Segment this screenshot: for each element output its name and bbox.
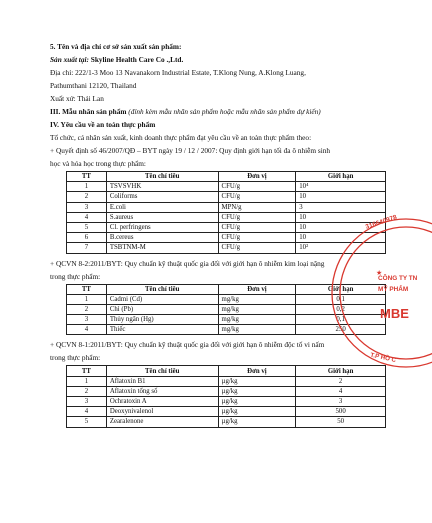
cell-limit: 0,2 — [296, 304, 386, 314]
cell-tt: 1 — [67, 294, 107, 304]
cell-limit: 10 — [296, 192, 386, 202]
table-row — [67, 325, 386, 335]
seal-star-icon: ★ — [376, 269, 383, 277]
seal-line2: MỸ PHẨM — [378, 286, 409, 293]
cell-tt: 3 — [67, 397, 107, 407]
cell-name: Ochratoxin A — [106, 397, 218, 407]
cell-name: Thiếc — [106, 325, 218, 335]
cell-limit: 3 — [296, 397, 386, 407]
cell-unit: CFU/g — [218, 192, 296, 202]
origin-line: Xuất xứ: Thái Lan — [50, 94, 104, 103]
cell-unit: MPN/g — [218, 202, 296, 212]
header-unit: Đơn vị — [218, 366, 296, 376]
table-row — [67, 182, 386, 192]
cell-unit: mg/kg — [218, 325, 296, 335]
table-row — [67, 417, 386, 427]
cell-limit: 3 — [296, 202, 386, 212]
header-name: Tên chỉ tiêu — [106, 172, 218, 182]
seal-brand: MBE — [380, 306, 409, 321]
req2-line1: + QCVN 8-2:2011/BYT: Quy chuẩn kỹ thuật quốc gia đối với giới hạn ô nhiễm kim loại nặng — [50, 258, 325, 268]
table-header-row — [67, 284, 386, 294]
cell-unit: mg/kg — [218, 315, 296, 325]
table-row — [67, 294, 386, 304]
section4-intro: Tổ chức, cá nhân sản xuất, kinh doanh thực phẩm đạt yêu cầu về an toàn thực phẩm theo: — [50, 133, 312, 142]
cell-tt: 4 — [67, 325, 107, 335]
header-tt: TT — [67, 172, 107, 182]
cell-tt: 2 — [67, 386, 107, 396]
header-limit: Giới hạn — [296, 366, 386, 376]
company-seal-stamp — [364, 205, 432, 380]
mycotoxin-limits-table — [66, 365, 386, 427]
header-unit: Đơn vị — [218, 284, 296, 294]
cell-limit: 10 — [296, 212, 386, 222]
producer-line — [50, 53, 387, 66]
cell-unit: CFU/g — [218, 212, 296, 222]
cell-unit: µg/kg — [218, 417, 296, 427]
cell-limit: 0,1 — [296, 315, 386, 325]
producer-name: Skyline Health Care Co .,Ltd. — [90, 55, 184, 64]
cell-tt: 3 — [67, 202, 107, 212]
req2-line2: trong thực phẩm: — [50, 271, 101, 281]
section3-title: III. Mẫu nhãn sản phẩm — [50, 107, 127, 116]
req1-line1: + Quyết định số 46/2007/QĐ – BYT ngày 19 / 12 / 2007: Quy định giới hạn tối đa ô nhiễm sinh — [50, 146, 331, 155]
cell-unit: mg/kg — [218, 304, 296, 314]
section4-title: IV. Yêu cầu về an toàn thực phẩm — [50, 120, 156, 129]
cell-limit: 10⁴ — [296, 182, 386, 192]
cell-unit: µg/kg — [218, 407, 296, 417]
cell-unit: CFU/g — [218, 243, 296, 253]
address-line-2: Pathumthani 12120, Thailand — [50, 81, 137, 90]
table-row — [67, 192, 386, 202]
header-name: Tên chỉ tiêu — [106, 366, 218, 376]
req3-line2: trong thực phẩm: — [50, 353, 101, 363]
cell-tt: 1 — [67, 182, 107, 192]
table-row — [67, 407, 386, 417]
cell-name: Cl. perfringens — [106, 222, 218, 232]
table-header-row — [67, 172, 386, 182]
table-row — [67, 304, 386, 314]
cell-tt: 2 — [67, 192, 107, 202]
cell-limit: 2 — [296, 376, 386, 386]
cell-name: S.aureus — [106, 212, 218, 222]
cell-unit: µg/kg — [218, 397, 296, 407]
table-row — [67, 397, 386, 407]
cell-unit: µg/kg — [218, 386, 296, 396]
cell-unit: CFU/g — [218, 233, 296, 243]
table-row — [67, 212, 386, 222]
cell-limit: 250 — [296, 325, 386, 335]
cell-name: Cadmi (Cd) — [106, 294, 218, 304]
header-unit: Đơn vị — [218, 172, 296, 182]
cell-unit: µg/kg — [218, 376, 296, 386]
req3-line1: + QCVN 8-1:2011/BYT: Quy chuẩn kỹ thuật quốc gia đối với giới hạn ô nhiễm độc tố vi nấm — [50, 340, 325, 350]
cell-unit: CFU/g — [218, 182, 296, 192]
cell-tt: 3 — [67, 315, 107, 325]
section3-note: (đính kèm mẫu nhãn sản phẩm hoặc mẫu nhãn sản phẩm dự kiến) — [128, 107, 321, 116]
cell-limit: 0,1 — [296, 294, 386, 304]
table-header-row — [67, 366, 386, 376]
address-line-1: Địa chỉ: 222/1-3 Moo 13 Navanakorn Industrial Estate, T.Klong Nung, A.Klong Luang, — [50, 68, 306, 77]
cell-limit: 10 — [296, 233, 386, 243]
table-row — [67, 386, 386, 396]
cell-unit: mg/kg — [218, 294, 296, 304]
cell-name: Aflatoxin B1 — [106, 376, 218, 386]
cell-limit: 10² — [296, 243, 386, 253]
cell-tt: 4 — [67, 407, 107, 417]
cell-tt: 1 — [67, 376, 107, 386]
seal-line1: CÔNG TY TN — [378, 275, 418, 282]
cell-name: Chì (Pb) — [106, 304, 218, 314]
cell-tt: 5 — [67, 417, 107, 427]
cell-name: E.coli — [106, 202, 218, 212]
table-row — [67, 376, 386, 386]
producer-label: Sản xuất tại: — [50, 55, 89, 64]
cell-tt: 7 — [67, 243, 107, 253]
cell-tt: 6 — [67, 233, 107, 243]
table-row — [67, 222, 386, 232]
cell-limit: 10 — [296, 222, 386, 232]
cell-name: Aflatoxin tổng số — [106, 386, 218, 396]
header-limit: Giới hạn — [296, 284, 386, 294]
table-row — [67, 233, 386, 243]
cell-name: TSBTNM-M — [106, 243, 218, 253]
cell-limit: 50 — [296, 417, 386, 427]
section3-heading — [50, 105, 387, 118]
seal-top-text: 316640978 — [364, 214, 398, 231]
cell-name: Coliforms — [106, 192, 218, 202]
cell-tt: 4 — [67, 212, 107, 222]
req1-line2: học và hóa học trong thực phẩm: — [50, 159, 146, 168]
table-row — [67, 202, 386, 212]
cell-name: Thủy ngân (Hg) — [106, 315, 218, 325]
header-limit: Giới hạn — [296, 172, 386, 182]
cell-name: Zearalenone — [106, 417, 218, 427]
section5-title: 5. Tên và địa chỉ cơ sở sản xuất sản phẩm: — [50, 42, 182, 51]
seal-bottom-text: T.P HỒ C — [369, 351, 397, 364]
cell-limit: 4 — [296, 386, 386, 396]
microbio-limits-table — [66, 171, 386, 254]
cell-limit: 500 — [296, 407, 386, 417]
cell-name: B.cereus — [106, 233, 218, 243]
cell-unit: CFU/g — [218, 222, 296, 232]
cell-tt: 5 — [67, 222, 107, 232]
header-tt: TT — [67, 284, 107, 294]
cell-tt: 2 — [67, 304, 107, 314]
heavy-metal-limits-table — [66, 284, 386, 336]
header-tt: TT — [67, 366, 107, 376]
table-row — [67, 243, 386, 253]
cell-name: TSVSVHK — [106, 182, 218, 192]
cell-name: Deoxynivalenol — [106, 407, 218, 417]
header-name: Tên chỉ tiêu — [106, 284, 218, 294]
